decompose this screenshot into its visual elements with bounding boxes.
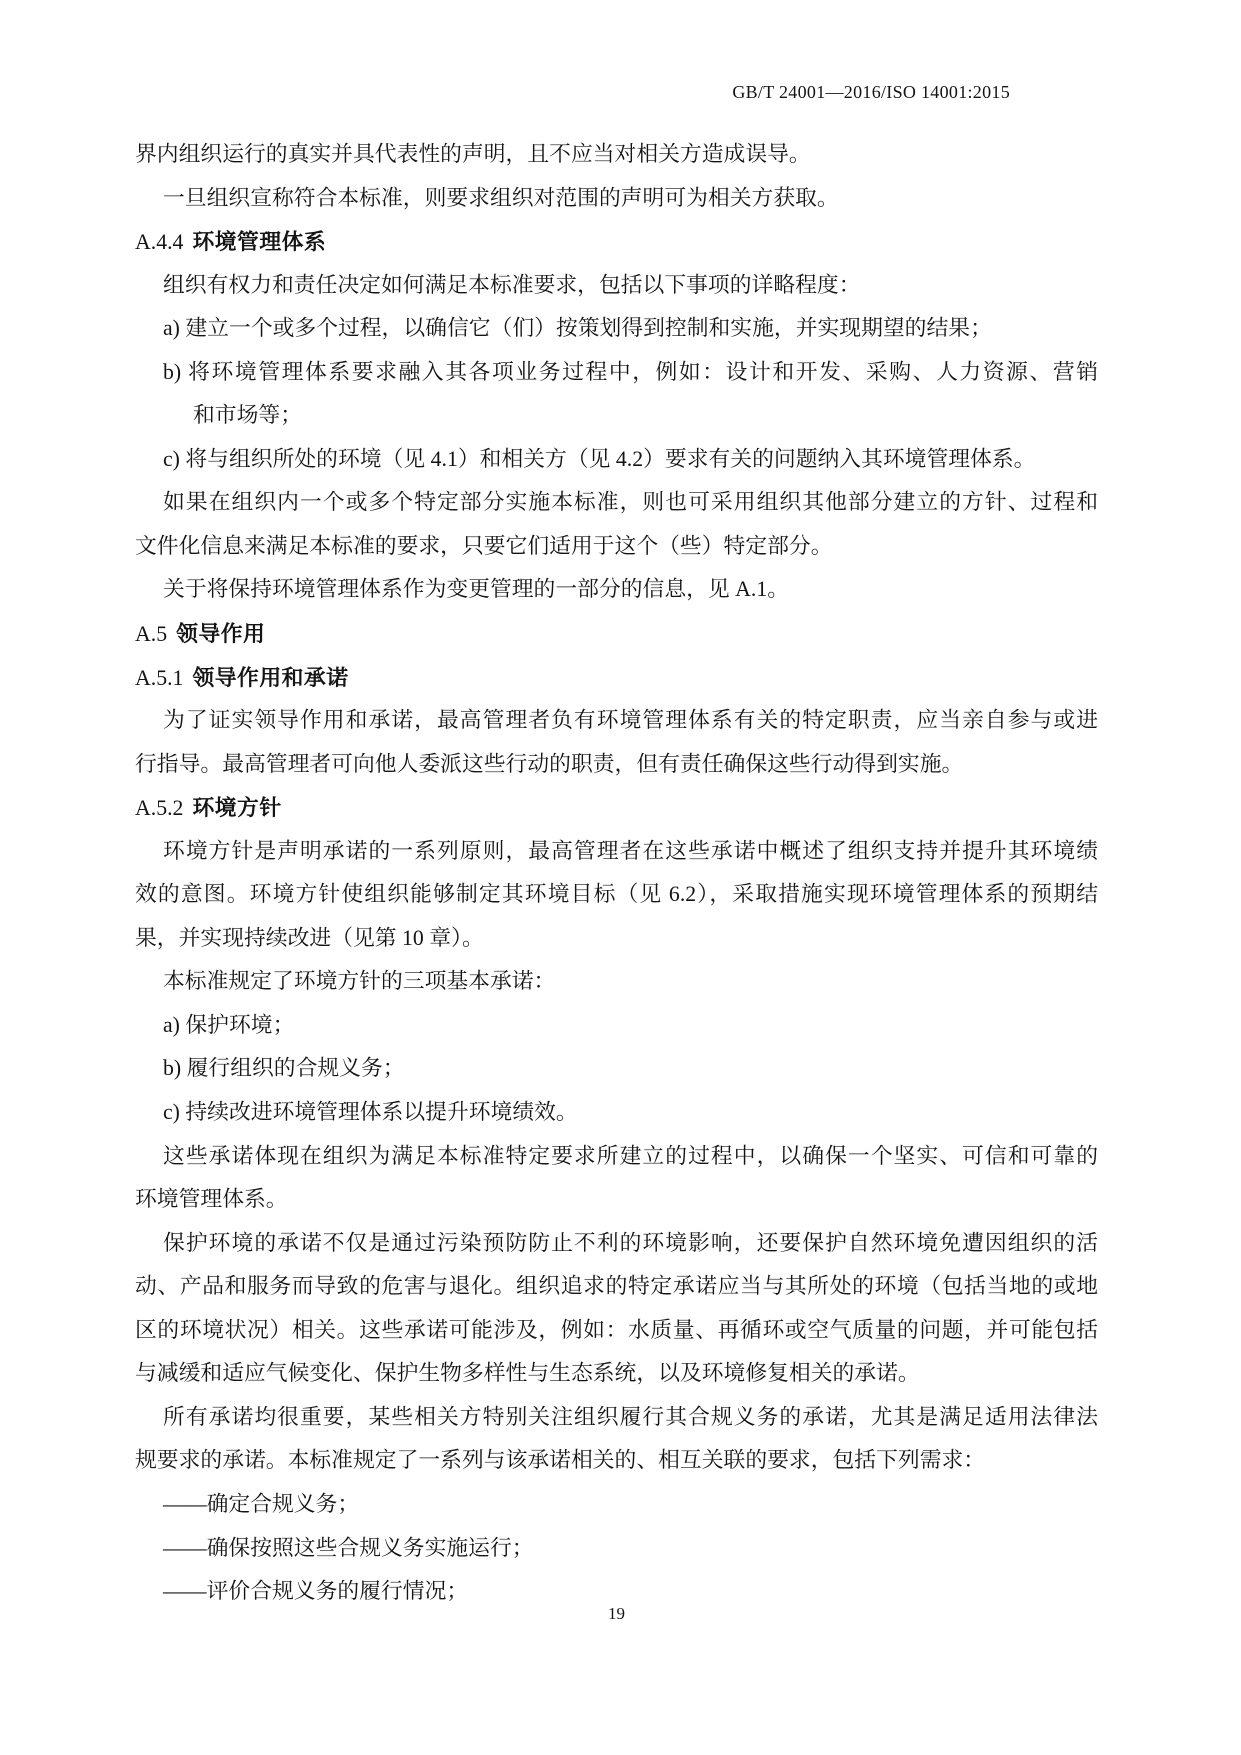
text-line: 保护环境的承诺不仅是通过污染预防防止不利的环境影响，还要保护自然环境免遭因组织的活 <box>163 1230 1098 1255</box>
text-line: 界内组织运行的真实并具代表性的声明，且不应当对相关方造成误导。 <box>135 142 811 166</box>
text-line: 行指导。最高管理者可向他人委派这些行动的职责，但有责任确保这些行动得到实施。 <box>135 751 964 776</box>
text-line: 规要求的承诺。本标准规定了一系列与该承诺相关的、相互关联的要求，包括下列需求： <box>135 1448 986 1473</box>
text-line: 关于将保持环境管理体系作为变更管理的一部分的信息，见 A.1。 <box>163 577 790 602</box>
text-line: ——评价合规义务的履行情况； <box>163 1579 469 1604</box>
text-line: c) 持续改进环境管理体系以提升环境绩效。 <box>163 1100 578 1125</box>
text-line: a) 保护环境； <box>163 1012 295 1037</box>
section-heading <box>135 656 1098 700</box>
section-title: 环境管理体系 <box>192 229 327 255</box>
text-line: b) 履行组织的合规义务； <box>163 1056 405 1081</box>
text-line: 环境管理体系。 <box>135 1187 288 1212</box>
text-line: 本标准规定了环境方针的三项基本承诺： <box>163 969 556 994</box>
text-line: 一旦组织宣称符合本标准，则要求组织对范围的声明可为相关方获取。 <box>163 185 839 210</box>
document-header: GB/T 24001—2016/ISO 14001:2015 <box>732 82 1010 102</box>
section-heading <box>135 220 1098 264</box>
section-title: 环境方针 <box>192 795 282 821</box>
text-line: 文件化信息来满足本标准的要求，只要它们适用于这个（些）特定部分。 <box>135 533 833 558</box>
text-line: ——确定合规义务； <box>163 1491 360 1516</box>
text-line: 如果在组织内一个或多个特定部分实施本标准，则也可采用组织其他部分建立的方针、过程和 <box>163 490 1098 515</box>
section-title: 领导作用和承诺 <box>192 664 349 690</box>
section-number: A.5 <box>135 622 168 647</box>
text-line: ——确保按照这些合规义务实施运行； <box>163 1535 534 1560</box>
text-line: c) 将与组织所处的环境（见 4.1）和相关方（见 4.2）要求有关的问题纳入其环境管理体系。 <box>163 446 1036 471</box>
text-line: 与减缓和适应气候变化、保护生物多样性与生态系统，以及环境修复相关的承诺。 <box>135 1361 920 1386</box>
section-title: 领导作用 <box>176 621 266 647</box>
text-line: b) 将环境管理体系要求融入其各项业务过程中，例如：设计和开发、采购、人力资源、营销 <box>163 359 1098 384</box>
text-line: 效的意图。环境方针使组织能够制定其环境目标（见 6.2），采取措施实现环境管理体系的预期结 <box>135 882 1098 907</box>
text-line: 区的环境状况）相关。这些承诺可能涉及，例如：水质量、再循环或空气质量的问题，并可能包括 <box>135 1317 1098 1342</box>
section-heading <box>135 786 1098 830</box>
section-number: A.5.1 <box>135 665 184 690</box>
document-body <box>135 133 1098 1614</box>
section-number: A.4.4 <box>135 230 184 255</box>
text-line: a) 建立一个或多个过程，以确信它（们）按策划得到控制和实施，并实现期望的结果； <box>163 316 992 341</box>
text-line: 这些承诺体现在组织为满足本标准特定要求所建立的过程中，以确保一个坚实、可信和可靠的 <box>163 1143 1098 1168</box>
text-line: 果，并实现持续改进（见第 10 章）。 <box>135 925 484 950</box>
section-number: A.5.2 <box>135 796 184 821</box>
text-line: 为了证实领导作用和承诺，最高管理者负有环境管理体系有关的特定职责，应当亲自参与或进 <box>163 708 1098 733</box>
text-line: 所有承诺均很重要，某些相关方特别关注组织履行其合规义务的承诺，尤其是满足适用法律法 <box>163 1404 1098 1429</box>
text-line: 动、产品和服务而导致的危害与退化。组织追求的特定承诺应当与其所处的环境（包括当地的或地 <box>135 1274 1098 1299</box>
text-line: 环境方针是声明承诺的一系列原则，最高管理者在这些承诺中概述了组织支持并提升其环境绩 <box>163 838 1098 863</box>
text-line: 和市场等； <box>193 403 302 428</box>
page-number: 19 <box>608 1604 625 1623</box>
section-heading <box>135 612 1098 656</box>
text-line: 组织有权力和责任决定如何满足本标准要求，包括以下事项的详略程度： <box>163 272 861 297</box>
